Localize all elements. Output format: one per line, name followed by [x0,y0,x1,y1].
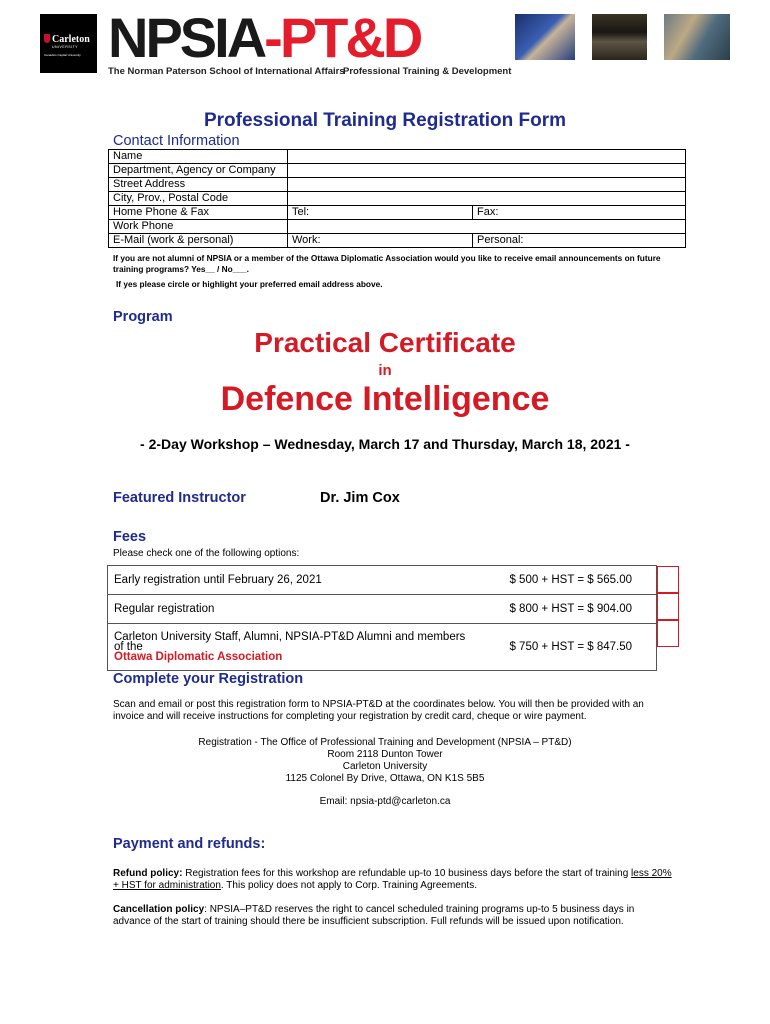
npsia-subtitle: The Norman Paterson School of International Affairs [108,66,345,77]
complete-heading: Complete your Registration [113,671,304,687]
work-phone-field[interactable] [288,220,686,234]
refund-policy [113,868,673,892]
fee-option-amount: $ 500 + HST = $ 565.00 [476,566,657,595]
fees-heading: Fees [113,529,147,545]
fee-option-label [108,624,477,671]
refund-policy-text-1: Registration fees for this workshop are refundable up-to 10 business days before the start of training [182,868,632,879]
fees-table [107,565,657,671]
email-preference-notice: If yes please circle or highlight your preferred email address above. [116,279,383,289]
table-row [109,206,686,220]
table-row [108,595,657,624]
contact-email: Email: npsia-ptd@carleton.ca [319,796,451,807]
work-email-field[interactable] [288,234,473,248]
refund-policy-text-2: . This policy does not apply to Corp. Training Agreements. [220,880,477,891]
address-line: 1125 Colonel By Drive, Ottawa, ON K1S 5B5 [285,773,485,784]
mailing-address [0,737,770,785]
fee-option-amount: $ 800 + HST = $ 904.00 [476,595,657,624]
logo-dash: - [264,6,280,69]
address-line: Registration - The Office of Professional Training and Development (NPSIA – PT&D) [198,737,572,748]
carleton-logo-sub: UNIVERSITY [52,45,79,49]
cancellation-policy-text: : NPSIA–PT&D reserves the right to cancel scheduled training programs up-to 5 business days in advance of the start of training should there be insufficient subscription. Full refunds will be issued upon notification. [113,904,635,927]
fee-option-label-line-1: Carleton University Staff, Alumni, NPSIA-PT&D Alumni and members of the [114,631,466,653]
table-row [109,234,686,248]
cancellation-policy [113,904,673,928]
payment-heading: Payment and refunds: [113,836,266,852]
fee-option-label: Regular registration [108,595,477,624]
row-label: Department, Agency or Company [109,164,288,178]
table-row [108,624,657,671]
alumni-registration-checkbox[interactable] [657,620,679,647]
ptd-subtitle: Professional Training & Development [343,66,512,77]
refund-policy-label: Refund policy: [113,868,183,879]
workshop-dates: - 2-Day Workshop – Wednesday, March 17 and Thursday, March 18, 2021 - [140,436,630,452]
row-label: Home Phone & Fax [109,206,288,220]
table-row [108,566,657,595]
refund-policy-underlined: less 20% + HST for administration [113,868,672,891]
row-label: City, Prov., Postal Code [109,192,288,206]
alumni-notice: If you are not alumni of NPSIA or a member of the Ottawa Diplomatic Association would you like to receive email announcements on future training programs? Yes__ / No___. [113,253,661,274]
home-tel-field[interactable] [288,206,473,220]
department-field[interactable] [288,164,686,178]
handshake-photo [515,14,575,60]
fax-label: Fax: [477,206,499,218]
table-row [109,192,686,206]
name-field[interactable] [288,150,686,164]
contact-table [108,149,686,248]
address-line: Carleton University [342,761,428,772]
carleton-logo [40,14,97,73]
fee-option-label: Early registration until February 26, 2021 [108,566,477,595]
work-label: Work: [292,234,321,246]
row-label: Name [109,150,288,164]
cancellation-policy-label: Cancellation policy [113,904,205,915]
instructor-name: Dr. Jim Cox [320,490,400,506]
complete-instructions: Scan and email or post this registration form to NPSIA-PT&D at the coordinates below. You will then be provided with an invoice and will receive instructions for completing your registration by credit card, cheque or wire payment. [113,699,644,722]
row-label: Work Phone [109,220,288,234]
regular-registration-checkbox[interactable] [657,593,679,620]
instructor-heading: Featured Instructor [113,490,246,506]
address-line: Room 2118 Dunton Tower [327,749,443,760]
row-label: Street Address [109,178,288,192]
program-title-in: in [378,362,392,379]
home-fax-field[interactable] [473,206,686,220]
satellite-photo [664,14,730,60]
fees-instructions: Please check one of the following options: [113,548,300,559]
table-row [109,178,686,192]
tel-label: Tel: [292,206,310,218]
program-heading: Program [113,309,173,325]
personal-label: Personal: [477,234,524,246]
table-row [109,220,686,234]
street-field[interactable] [288,178,686,192]
logo-npsia: NPSIA [108,6,265,69]
row-label: E-Mail (work & personal) [109,234,288,248]
fee-option-label-line-2: Ottawa Diplomatic Association [114,651,283,663]
carleton-logo-tagline: Canada's Capital University [44,53,81,57]
logo-ptd: PT&D [279,6,421,69]
npsia-ptd-logo [108,8,420,68]
fee-option-amount: $ 750 + HST = $ 847.50 [476,624,657,671]
program-title-line-1: Practical Certificate [254,327,516,358]
group-photo [592,14,647,60]
form-title: Professional Training Registration Form [203,110,567,131]
program-title-line-2: Defence Intelligence [220,380,550,418]
early-registration-checkbox[interactable] [657,566,679,593]
personal-email-field[interactable] [473,234,686,248]
shield-icon [44,34,50,43]
city-field[interactable] [288,192,686,206]
carleton-logo-name: Carleton [52,34,90,45]
table-row [109,164,686,178]
table-row [109,150,686,164]
contact-heading: Contact Information [113,133,240,149]
